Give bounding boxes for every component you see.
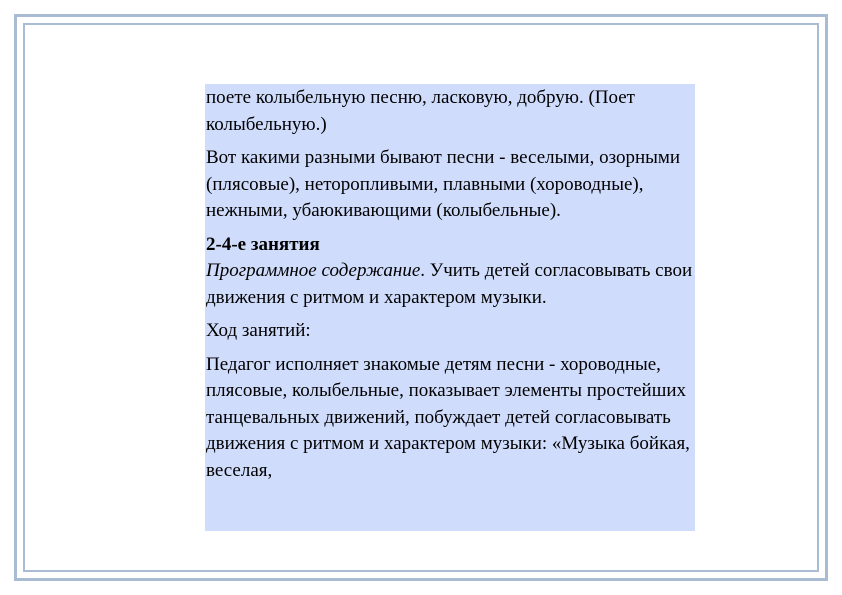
paragraph-lullaby: поете колыбельную песню, ласковую, добрую. (Поет колыбельную.) [206,87,635,135]
program-label: Программное содержание [206,260,421,281]
section-heading: 2-4-е занятия [206,233,320,255]
paragraph-program [206,258,695,311]
program-text: . Учить детей согласовывать свои движения с ритмом и характером музыки. [206,260,693,308]
paragraph-song-types: Вот какими разными бывают песни - веселыми, озорными (плясовые), неторопливыми, плавными (хороводные), нежными, убаюкивающими (колыбельные). [206,147,681,221]
paragraph-course: Ход занятий: [206,320,311,341]
text-content-block [205,84,695,531]
paragraph-teacher: Педагог исполняет знакомые детям песни - хороводные, плясовые, колыбельные, показывает элементы простейших танцевальных движений, побуждает детей согласовывать движения с ритмом и характером музыки: «Музыка бойкая, веселая, [206,353,690,481]
